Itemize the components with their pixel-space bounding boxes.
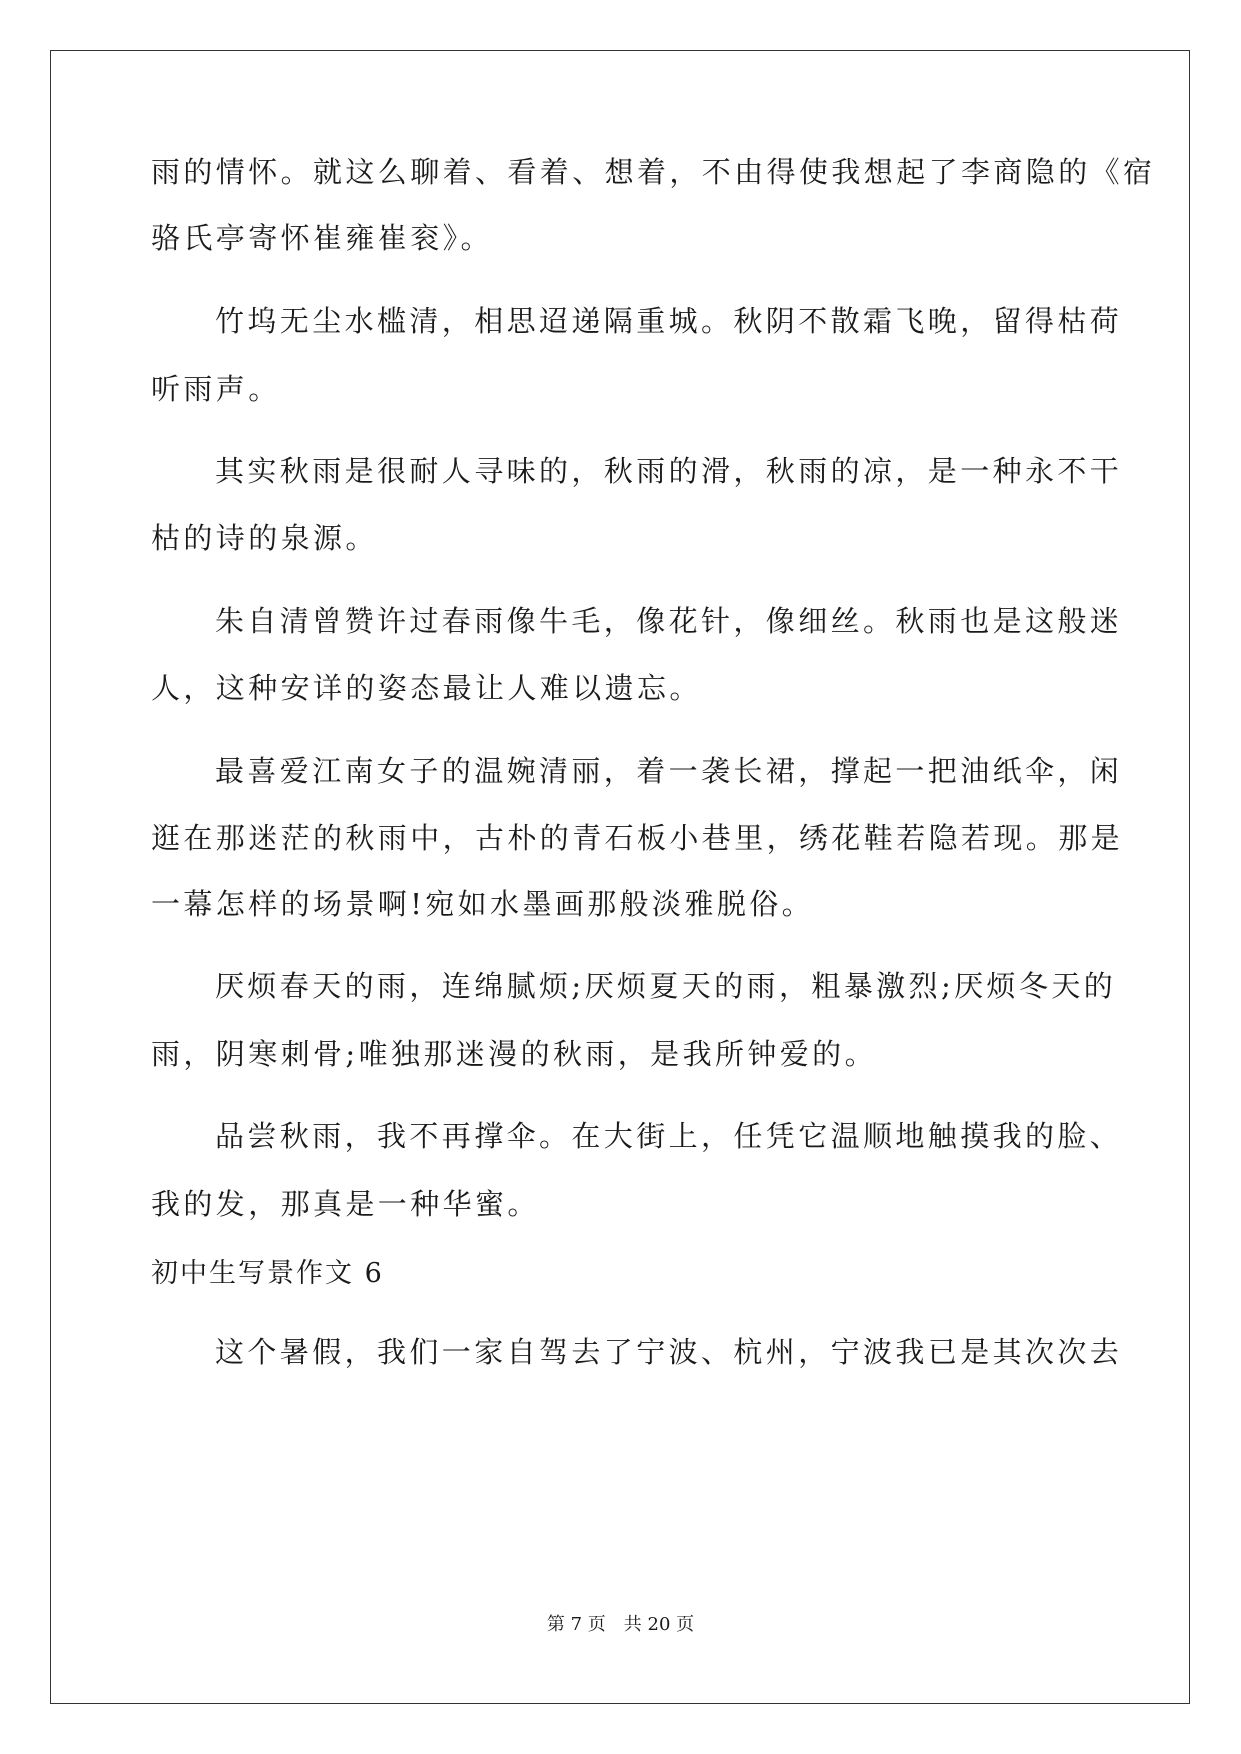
paragraph-line: 这个暑假，我们一家自驾去了宁波、杭州，宁波我已是其次次去 xyxy=(215,1335,1123,1369)
text-line: 雨，阴寒刺骨;唯独那迷漫的秋雨，是我所钟爱的。 xyxy=(151,1037,877,1071)
text-line: 雨的情怀。就这么聊着、看着、想着，不由得使我想起了李商隐的《宿 xyxy=(151,155,1156,189)
paragraph-line: 厌烦春天的雨，连绵腻烦;厌烦夏天的雨，粗暴激烈;厌烦冬天的 xyxy=(215,969,1117,1003)
text-line: 听雨声。 xyxy=(151,372,281,406)
text-line: 人，这种安详的姿态最让人难以遗忘。 xyxy=(151,671,702,705)
paragraph-line: 竹坞无尘水槛清，相思迢递隔重城。秋阴不散霜飞晚，留得枯荷 xyxy=(215,304,1123,338)
text-line: 逛在那迷茫的秋雨中，古朴的青石板小巷里，绣花鞋若隐若现。那是 xyxy=(151,821,1124,855)
page-border xyxy=(50,50,1190,1704)
text-line: 骆氏亭寄怀崔雍崔衮》。 xyxy=(151,221,493,255)
paragraph-line: 最喜爱江南女子的温婉清丽，着一袭长裙，撑起一把油纸伞，闲 xyxy=(215,754,1123,788)
text-line: 枯的诗的泉源。 xyxy=(151,521,378,555)
section-heading: 初中生写景作文 6 xyxy=(151,1258,384,1289)
text-line: 一幕怎样的场景啊!宛如水墨画那般淡雅脱俗。 xyxy=(151,887,815,921)
page-number-footer: 第 7 页 共 20 页 xyxy=(546,1614,695,1635)
paragraph-line: 其实秋雨是很耐人寻味的，秋雨的滑，秋雨的凉，是一种永不干 xyxy=(215,454,1123,488)
text-line: 我的发，那真是一种华蜜。 xyxy=(151,1187,540,1221)
paragraph-line: 品尝秋雨，我不再撑伞。在大街上，任凭它温顺地触摸我的脸、 xyxy=(215,1119,1123,1153)
paragraph-line: 朱自清曾赞许过春雨像牛毛，像花针，像细丝。秋雨也是这般迷 xyxy=(215,604,1123,638)
